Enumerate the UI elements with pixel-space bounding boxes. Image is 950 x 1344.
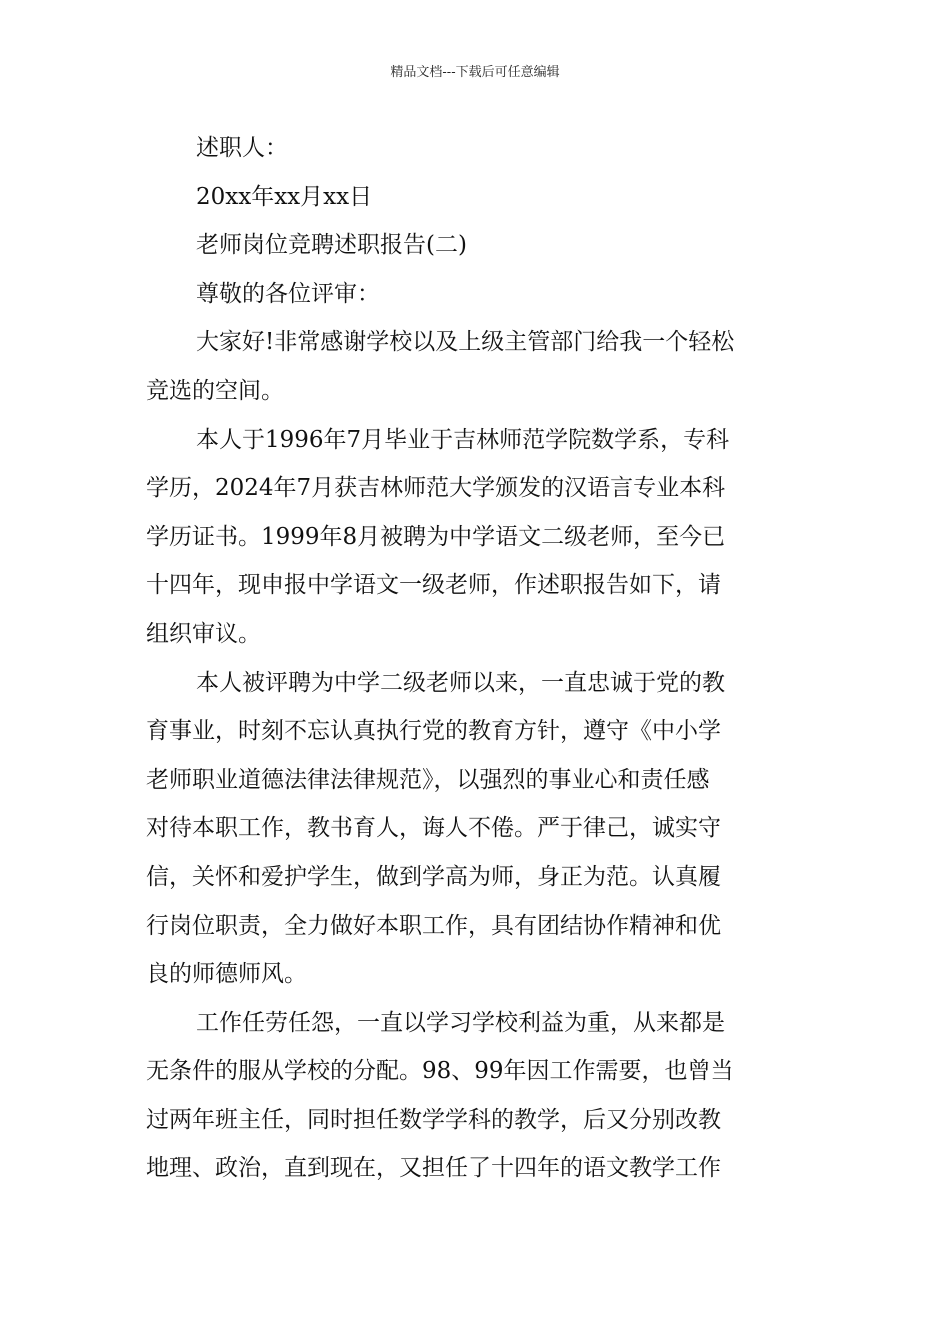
text-line: 老师岗位竞聘述职报告(二)	[196, 232, 467, 259]
text-line: 对待本职工作，教书育人，诲人不倦。严于律己，诚实守	[146, 815, 721, 842]
text-line: 大家好!非常感谢学校以及上级主管部门给我一个轻松	[196, 329, 735, 356]
text-line: 竞选的空间。	[146, 377, 284, 404]
text-line: 地理、政治，直到现在，又担任了十四年的语文教学工作	[146, 1155, 721, 1182]
text-line: 工作任劳任怨，一直以学习学校利益为重，从来都是	[196, 1009, 725, 1036]
text-line: 20xx年xx月xx日	[196, 183, 373, 210]
text-line: 组织审议。	[146, 620, 261, 647]
text-line: 学历，2024年7月获吉林师范大学颁发的汉语言专业本科	[146, 475, 726, 502]
text-line: 本人被评聘为中学二级老师以来，一直忠诚于党的教	[196, 669, 725, 696]
page-header: 精品文档---下载后可任意编辑	[390, 65, 560, 80]
text-line: 尊敬的各位评审：	[196, 280, 380, 307]
text-line: 行岗位职责，全力做好本职工作，具有团结协作精神和优	[146, 912, 721, 939]
text-line: 无条件的服从学校的分配。98、99年因工作需要，也曾当	[146, 1058, 734, 1085]
text-line: 信，关怀和爱护学生，做到学高为师，身正为范。认真履	[146, 863, 721, 890]
text-line: 良的师德师风。	[146, 961, 307, 988]
text-line: 老师职业道德法律法律规范》，以强烈的事业心和责任感	[146, 766, 710, 793]
text-line: 过两年班主任，同时担任数学学科的教学，后又分别改教	[146, 1106, 721, 1133]
text-line: 育事业，时刻不忘认真执行党的教育方针，遵守《中小学	[146, 718, 721, 745]
text-line: 十四年，现申报中学语文一级老师，作述职报告如下，请	[146, 572, 721, 599]
text-line: 本人于1996年7月毕业于吉林师范学院数学系，专科	[196, 426, 730, 453]
text-line: 述职人：	[196, 135, 288, 161]
text-line: 学历证书。1999年8月被聘为中学语文二级老师，至今已	[146, 523, 726, 550]
document-body	[146, 124, 808, 1193]
